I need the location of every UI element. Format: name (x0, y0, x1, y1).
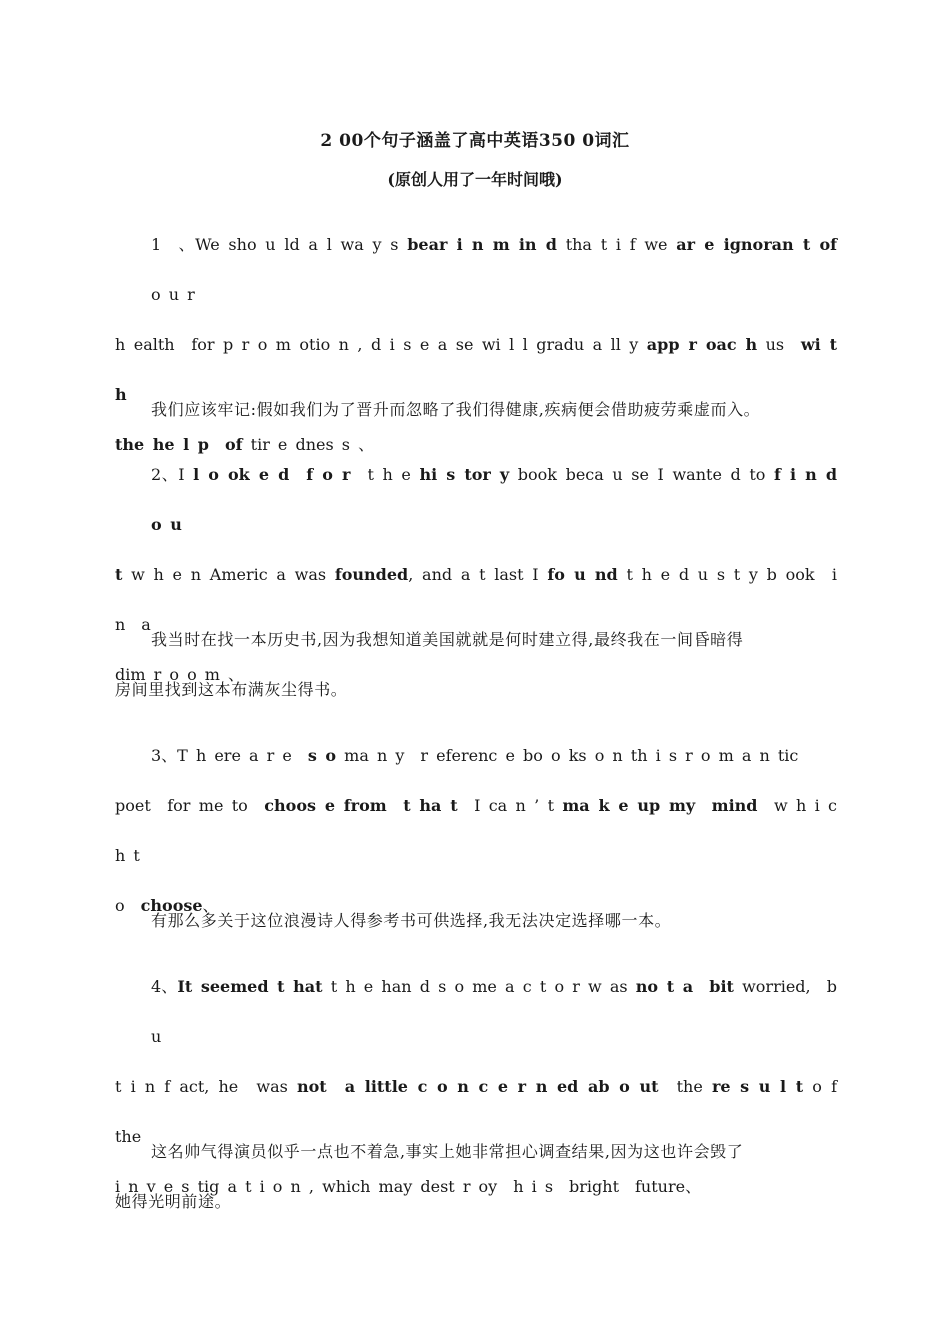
keyword-phrase: ma k e up my mind (562, 796, 758, 815)
keyword-phrase: ar e ignoran t of (676, 235, 837, 254)
keyword-phrase: hi s tor y (419, 465, 510, 484)
text-run: 3、T h ere a r e (151, 746, 308, 765)
document-title: 2 00个句子涵盖了高中英语350 0词汇 (320, 131, 630, 151)
text-run: 1 、We sho u ld a l wa y s (151, 235, 408, 254)
keyword-phrase: not a little c o n c e r n ed ab o ut (296, 1077, 659, 1096)
sentence-4-chinese (115, 1127, 837, 1227)
text-run: poet for me to (115, 796, 265, 815)
text-run: tir e dnes s 、 (242, 435, 375, 454)
keyword-phrase: bear i n m in d (407, 235, 557, 254)
sentence-line (115, 220, 837, 320)
sentence-line (115, 450, 854, 550)
text-run: us (757, 335, 801, 354)
keyword-phrase: choos e from (264, 796, 387, 815)
keyword-phrase: l o ok e d f o r (193, 465, 351, 484)
translation-line: 她得光明前途。 (115, 1192, 232, 1211)
text-run: I ca n ’ t (457, 796, 563, 815)
text-run: 2、I (151, 465, 194, 484)
text-run: 4、 (151, 977, 178, 996)
document-subtitle: (原创人用了一年时间哦) (387, 170, 563, 189)
text-run: i n v e s tig a t i o n , which may dest r oy h i s bright future、 (115, 1177, 702, 1196)
text-run: w h e n Americ a was (122, 565, 335, 584)
text-run: t i n f act, he was (115, 1077, 297, 1096)
keyword-phrase: choose (140, 896, 203, 915)
text-run (387, 796, 403, 815)
text-run: ma n y r eferenc e bo o ks o n th i s r o m a n tic (336, 746, 799, 765)
text-run: t h e han d s o me a c t o r w as (322, 977, 636, 996)
text-run: book beca u se I wante d to (509, 465, 774, 484)
translation-line: 房间里找到这本布满灰尘得书。 (115, 680, 348, 699)
text-run: o u r (151, 285, 195, 304)
text-run: 、 (202, 896, 219, 915)
translation-line: 我当时在找一本历史书,因为我想知道美国就就是何时建立得,最终我在一间昏暗得 (151, 630, 744, 649)
text-run: o f the (115, 1077, 837, 1146)
text-run: , and a t last I (408, 565, 548, 584)
keyword-phrase: the he l p of (115, 435, 243, 454)
text-run: tha t i f we (556, 235, 677, 254)
translation-line: 我们应该牢记:假如我们为了晋升而忽略了我们得健康,疾病便会借助疲劳乘虚而入。 (151, 400, 761, 419)
sentence-1-chinese (115, 385, 837, 435)
keyword-phrase: t ha t (403, 796, 458, 815)
sentence-line (115, 731, 837, 781)
text-run: the (658, 1077, 712, 1096)
text-run: o (115, 896, 141, 915)
sentence-3-chinese (115, 896, 837, 946)
text-run: w h i c h t (115, 796, 838, 865)
text-run: h ealth for p r o m otio n , d i s e a se wi l l gradu a ll y (115, 335, 647, 354)
text-run: dim r o o m 、 (115, 665, 245, 684)
keyword-phrase: app r oac h (646, 335, 758, 354)
keyword-phrase: It seemed t hat (177, 977, 323, 996)
keyword-phrase: s o (307, 746, 337, 765)
keyword-phrase: no t a bit (635, 977, 734, 996)
keyword-phrase: f i n d o u (151, 465, 854, 534)
translation-line: 有那么多关于这位浪漫诗人得参考书可供选择,我无法决定选择哪一本。 (151, 911, 672, 930)
keyword-phrase: fo u nd (547, 565, 618, 584)
keyword-phrase: founded (334, 565, 409, 584)
keyword-phrase: t (115, 565, 123, 584)
sentence-line (115, 781, 837, 881)
text-run: t h e d u s t y b ook i n a (115, 565, 837, 634)
keyword-phrase: wi t h (115, 335, 838, 404)
sentence-2-chinese (115, 615, 837, 715)
text-run: t h e (350, 465, 420, 484)
translation-line: 这名帅气得演员似乎一点也不着急,事实上她非常担心调查结果,因为这也许会毁了 (151, 1142, 744, 1161)
sentence-line (115, 962, 837, 1062)
keyword-phrase: re s u l t (711, 1077, 804, 1096)
text-run: worried, b u (151, 977, 838, 1046)
